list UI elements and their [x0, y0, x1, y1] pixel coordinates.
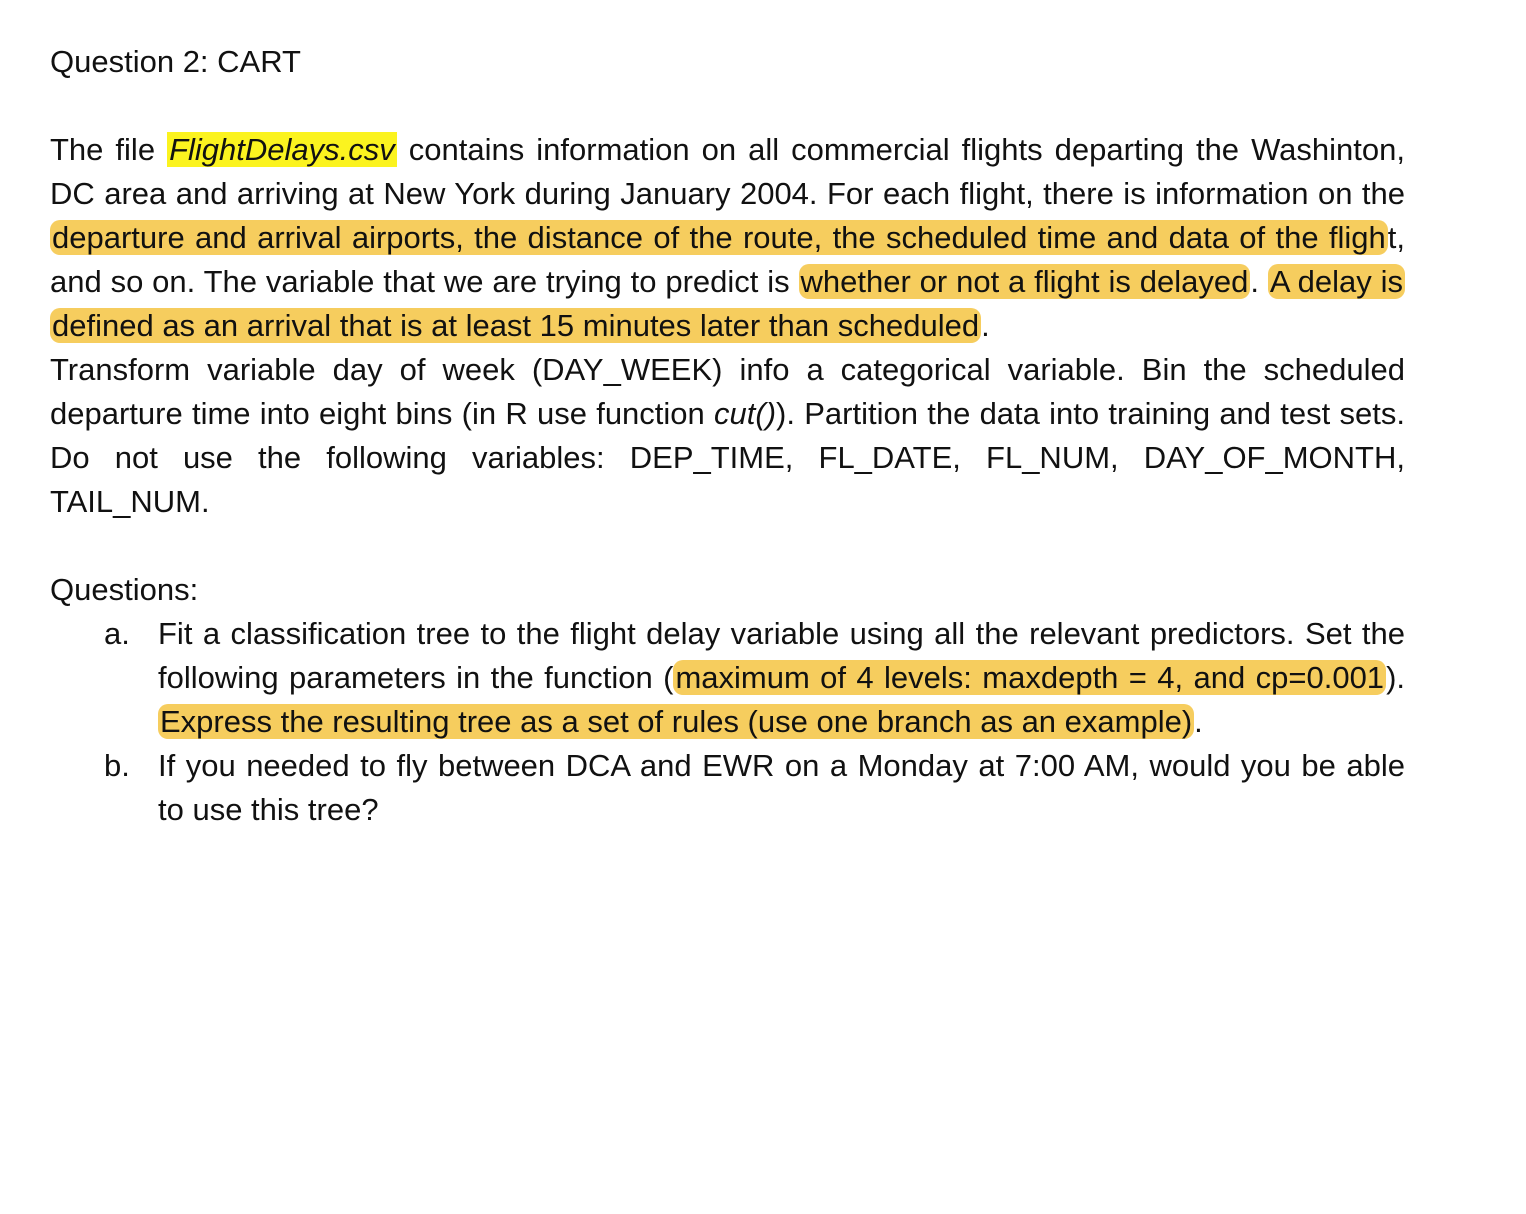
document-page: [50, 40, 1405, 832]
spacer: [50, 524, 1405, 568]
highlight-target: whether or not a flight is delayed: [800, 264, 1249, 299]
question-a-text-2: ).: [1386, 660, 1405, 695]
questions-heading: Questions:: [50, 572, 199, 607]
highlight-predictors: departure and arrival airports, the distance of the route, the scheduled time and data of the fligh: [52, 220, 1386, 255]
filename-highlight: FlightDelays.csv: [169, 132, 395, 167]
highlight-parameters: maximum of 4 levels: maxdepth = 4, and cp=0.001: [675, 660, 1385, 695]
intro-paragraph: [50, 128, 1405, 348]
question-title: Question 2: CART: [50, 44, 301, 79]
questions-list: [50, 612, 1405, 832]
question-a-text-3: .: [1194, 704, 1203, 739]
question-b: [50, 744, 1405, 832]
intro-text-5: .: [981, 308, 990, 343]
highlight-express-rules: Express the resulting tree as a set of rules (use one branch as an example): [160, 704, 1193, 739]
transform-text-2: ). Partition the data into training and test sets. Do not use the following variables: DEP_TIME, FL_DATE, FL_NUM, DAY_OF_MONTH, TAIL_NUM.: [50, 396, 1405, 519]
function-name: cut(): [714, 396, 777, 431]
question-b-marker: b.: [104, 748, 130, 783]
transform-text-1: Transform variable day of week (DAY_WEEK) info a categorical variable. Bin the scheduled departure time into eight bins (in R use function: [50, 352, 1405, 431]
question-b-text: If you needed to fly between DCA and EWR on a Monday at 7:00 AM, would you be able to use this tree?: [158, 748, 1405, 827]
question-a: [50, 612, 1405, 744]
intro-text-3: t, and so on. The variable that we are trying to predict is: [50, 220, 1405, 299]
intro-text-1: The file: [50, 132, 168, 167]
question-a-marker: a.: [104, 616, 130, 651]
transform-paragraph: [50, 348, 1405, 524]
spacer: [50, 84, 1405, 128]
highlight-delay-definition: A delay is defined as an arrival that is at least 15 minutes later than scheduled: [52, 264, 1403, 343]
question-a-text-1: Fit a classification tree to the flight delay variable using all the relevant predictors. Set the following parameters in the function (: [158, 616, 1405, 695]
intro-text-2: contains information on all commercial flights departing the Washinton, DC area and arriving at New York during January 2004. For each flight, there is information on the: [50, 132, 1405, 211]
intro-text-4: .: [1250, 264, 1268, 299]
